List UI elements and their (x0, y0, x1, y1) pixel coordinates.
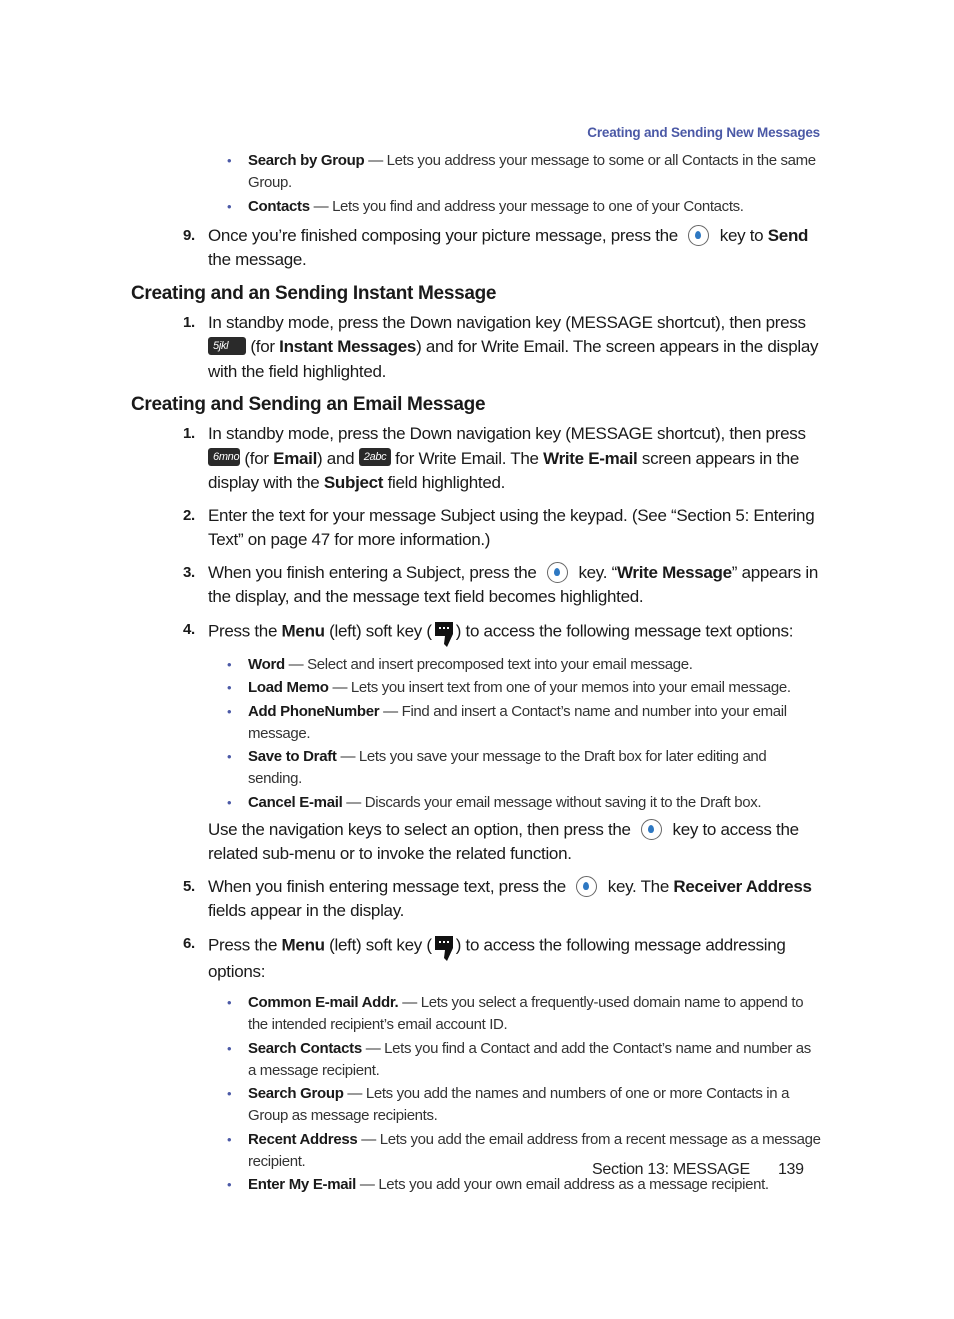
step-bold: Send (767, 225, 809, 245)
step-number: 6. (183, 934, 195, 952)
list-item (131, 746, 821, 790)
step-text: (left) soft key ( (324, 620, 432, 640)
step-text: Press the (208, 620, 282, 640)
step-number: 2. (183, 506, 195, 524)
step-text: key. “ (574, 562, 617, 582)
bullet-dot-icon: • (227, 1177, 232, 1192)
top-bullet-list (131, 150, 821, 218)
bullet-dot-icon: • (227, 198, 232, 214)
step-text: Once you’re finished composing your picture message, press the (208, 225, 683, 245)
step-text: (for (240, 448, 274, 468)
step-bold: Instant Messages (279, 337, 417, 356)
bullet-desc: — Lets you select a frequently-used domain name to append to the intended recipient’s email account ID. (248, 994, 804, 1033)
step-text: ) to access the following message addressing options: (208, 934, 786, 981)
number-key-2-icon: 2abc (359, 448, 391, 466)
bullet-term: Word (248, 655, 285, 673)
bullet-term: Save to Draft (248, 748, 337, 765)
bullet-desc: — Lets you address your message to some or all Contacts in the same Group. (248, 152, 816, 191)
step-text: ” appears in the display, and the message text field becomes highlighted. (208, 562, 818, 606)
list-item (131, 1083, 821, 1127)
bullet-dot-icon: • (227, 1131, 232, 1147)
step-bold: Email (273, 448, 318, 468)
bullet-term: Load Memo (248, 679, 329, 696)
email-step-3 (131, 561, 821, 610)
email-step-5 (131, 875, 821, 924)
step-text: Enter the text for your message Subject using the keypad. (See “Section 5: Entering Text” on page 47 for more information.) (208, 505, 815, 549)
number-key-5-icon: 5jkl (208, 337, 246, 355)
email-step-6 (131, 932, 821, 985)
list-item (131, 196, 821, 218)
bullet-desc: — Lets you find a Contact and add the Contact’s name and number as a message recipient. (248, 1039, 811, 1079)
bullet-term: Add PhoneNumber (248, 702, 380, 720)
step-text: key. The (603, 876, 674, 896)
step-number: 4. (183, 620, 195, 638)
number-key-6-icon: 6mno (208, 448, 240, 466)
step-bold: Menu (281, 620, 325, 640)
step-number: 9. (183, 226, 195, 244)
email-step-2 (131, 504, 821, 553)
step-text: Use the navigation keys to select an option, then press the (208, 819, 636, 839)
bullet-term: Search by Group (248, 152, 365, 169)
step-text: key to access the related sub-menu or to invoke the related function. (208, 819, 799, 863)
bullet-dot-icon: • (227, 1040, 232, 1056)
bullet-dot-icon: • (227, 794, 232, 810)
step-bold: Write Message (616, 562, 732, 582)
bullet-desc: — Lets you add your own email address as a message recipient. (356, 1176, 769, 1193)
bullet-dot-icon: • (227, 995, 232, 1010)
step-4-note (131, 818, 821, 867)
bullet-desc: — Lets you insert text from one of your memos into your email message. (328, 679, 791, 696)
step-text: (left) soft key ( (324, 934, 432, 954)
bullet-desc: — Lets you add the email address from a recent message as a message recipient. (248, 1130, 821, 1170)
footer-section: Section 13: MESSAGE (592, 1161, 750, 1178)
email-step-4 (131, 618, 821, 646)
step-bold: Write E-mail (543, 448, 638, 468)
step-bold: Menu (281, 934, 325, 954)
step-text: When you finish entering message text, press the (208, 876, 571, 896)
list-item (131, 677, 821, 699)
page-content (131, 150, 821, 1198)
running-head: Creating and Sending New Messages (587, 125, 820, 140)
page-footer (592, 1161, 804, 1179)
section-title-instant: Creating and an Sending Instant Message (131, 282, 497, 304)
bullet-term: Common E-mail Addr. (248, 994, 399, 1011)
step-text: key to (715, 225, 768, 245)
step-bold: Subject (323, 473, 384, 492)
list-item (131, 701, 821, 745)
step-text: ) and for Write Email. The screen appears in the display with the field highlighted. (208, 337, 819, 381)
page-number: 139 (777, 1161, 804, 1178)
step-number: 1. (183, 313, 195, 331)
bullet-dot-icon: • (227, 703, 232, 719)
message-text-options-list (131, 654, 821, 814)
step-text: the message. (208, 250, 307, 269)
ok-key-icon (576, 876, 597, 897)
list-item (131, 150, 821, 194)
step-text: for Write Email. The (390, 448, 544, 468)
step-text: (for (246, 337, 280, 356)
bullet-term: Cancel E-mail (248, 793, 343, 811)
menu-soft-key-icon (434, 620, 454, 648)
step-text: screen appears in the display with the (208, 448, 800, 492)
ok-key-icon (688, 225, 709, 246)
bullet-desc: — Lets you find and address your message to one of your Contacts. (309, 197, 744, 215)
step-text: field highlighted. (383, 473, 506, 492)
bullet-desc: — Discards your email message without saving it to the Draft box. (342, 793, 762, 811)
ok-key-icon (547, 562, 568, 583)
step-text: Press the (208, 934, 282, 954)
menu-soft-key-icon (434, 934, 454, 962)
step-text: fields appear in the display. (208, 901, 405, 920)
step-bold: Receiver Address (673, 876, 812, 896)
instant-step-1 (131, 311, 821, 385)
list-item (131, 1038, 821, 1082)
bullet-dot-icon: • (227, 656, 232, 672)
bullet-desc: — Lets you add the names and numbers of one or more Contacts in a Group as message recipients. (248, 1085, 790, 1124)
bullet-dot-icon: • (227, 749, 232, 764)
bullet-term: Search Contacts (248, 1039, 362, 1057)
ok-key-icon (641, 819, 662, 840)
bullet-dot-icon: • (227, 153, 232, 168)
bullet-term: Search Group (248, 1085, 344, 1102)
email-step-1 (131, 422, 821, 496)
bullet-desc: — Select and insert precomposed text into your email message. (284, 655, 693, 673)
bullet-dot-icon: • (227, 680, 232, 695)
list-item (131, 992, 821, 1036)
bullet-term: Contacts (248, 197, 310, 215)
bullet-desc: — Lets you save your message to the Draft box for later editing and sending. (248, 748, 767, 787)
bullet-desc: — Find and insert a Contact’s name and number into your email message. (248, 702, 787, 742)
step-number: 5. (183, 877, 195, 895)
list-item (131, 654, 821, 676)
section-title-email: Creating and Sending an Email Message (131, 394, 486, 415)
bullet-dot-icon: • (227, 1086, 232, 1101)
step-number: 3. (183, 563, 195, 581)
step-text: In standby mode, press the Down navigation key (MESSAGE shortcut), then press (208, 312, 806, 332)
step-text: ) and (317, 448, 359, 468)
step-text: In standby mode, press the Down navigation key (MESSAGE shortcut), then press (208, 424, 806, 443)
bullet-term: Recent Address (248, 1130, 358, 1148)
step-text: When you finish entering a Subject, press the (208, 562, 542, 582)
step-9 (131, 224, 821, 273)
step-number: 1. (183, 425, 195, 442)
bullet-term: Enter My E-mail (248, 1176, 357, 1193)
list-item (131, 792, 821, 814)
step-text: ) to access the following message text options: (455, 620, 794, 640)
